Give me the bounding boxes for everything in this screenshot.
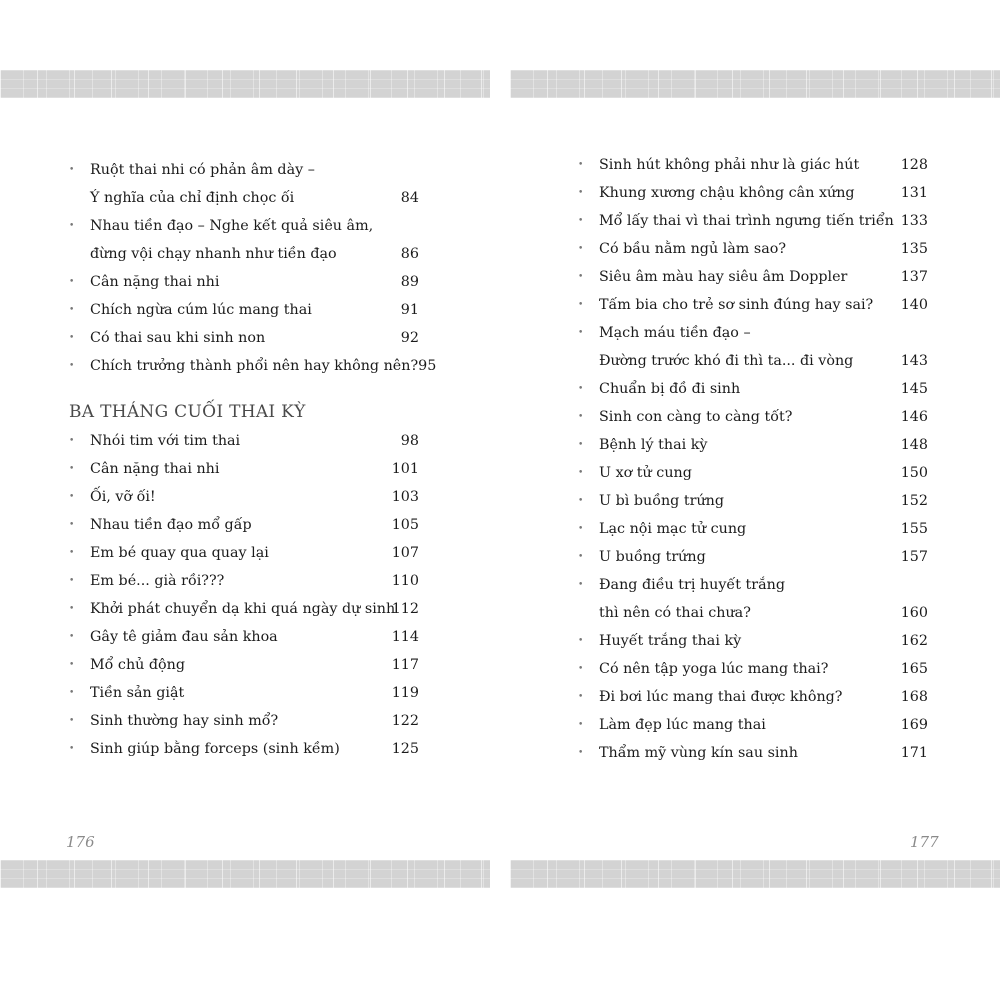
bullet-icon: • [69,660,75,670]
toc-entry [69,651,419,679]
bullet-icon: • [578,328,584,338]
toc-entry-page-number: 143 [900,353,928,369]
toc-entry [578,151,928,179]
toc-entry-page-number: 160 [900,605,928,621]
toc-entry-title-line: U xơ tử cung [599,465,692,481]
page-number: 176 [66,833,95,851]
toc-entry-page-number: 110 [391,573,419,589]
toc-list-section [69,427,419,763]
toc-entry-title [90,707,419,735]
toc-entry [69,595,419,623]
toc-entry [578,571,928,627]
bullet-icon: • [69,305,75,315]
toc-entry-title [90,483,419,511]
toc-entry [69,483,419,511]
toc-entry-page-number: 152 [900,493,928,509]
bullet-icon: • [69,548,75,558]
toc-entry-title-line: U buồng trứng [599,549,706,565]
toc-entry-title-line: Đi bơi lúc mang thai được không? [599,689,843,705]
toc-entry-title-line: Em bé quay qua quay lại [90,545,269,561]
toc-entry [578,711,928,739]
left-page [0,0,490,1000]
toc-entry [69,567,419,595]
toc-entry-title-line: thì nên có thai chưa? [599,605,751,621]
toc-entry [578,319,928,375]
toc-entry-title-line: Sinh thường hay sinh mổ? [90,713,279,729]
bullet-icon: • [578,272,584,282]
toc-entry [69,427,419,455]
bullet-icon: • [578,636,584,646]
toc-entry-title [90,567,419,595]
bullet-icon: • [578,300,584,310]
toc-entry-title-line: Gây tê giảm đau sản khoa [90,629,278,645]
toc-entry-title-line: Khung xương chậu không cân xứng [599,185,855,201]
toc-entry-title-line: Đang điều trị huyết trắng [599,577,785,593]
toc-entry-title-line: đừng vội chạy nhanh như tiền đạo [90,246,337,262]
toc-entry-title [90,324,419,352]
toc-entry-page-number: 150 [900,465,928,481]
toc-entry-title-line: Thẩm mỹ vùng kín sau sinh [599,745,798,761]
bullet-icon: • [578,580,584,590]
toc-entry-title [90,651,419,679]
toc-entry-title-line: Sinh hút không phải như là giác hút [599,157,860,173]
toc-entry-page-number: 125 [391,741,419,757]
bullet-icon: • [69,361,75,371]
toc-entry-title-line: Bệnh lý thai kỳ [599,437,708,453]
bullet-icon: • [578,440,584,450]
toc-entry-title [599,627,928,655]
toc-entry-title [599,235,928,263]
toc-entry-page-number: 145 [900,381,928,397]
toc-entry-title [90,296,419,324]
toc-entry-title-line: Tấm bia cho trẻ sơ sinh đúng hay sai? [599,297,874,313]
toc-entry-title-line: Lạc nội mạc tử cung [599,521,747,537]
toc-entry-page-number: 114 [391,629,419,645]
toc-entry [69,679,419,707]
toc-entry-title-line: Ruột thai nhi có phản âm dày – [90,162,315,178]
toc-entry-title [599,655,928,683]
page-number: 177 [910,833,939,851]
bullet-icon: • [578,748,584,758]
bullet-icon: • [578,664,584,674]
toc-entry-title-line: Siêu âm màu hay siêu âm Doppler [599,269,848,285]
toc-entry-page-number: 171 [900,745,928,761]
toc-entry-title [599,739,928,767]
toc-entry-title-line: Tiền sản giật [90,685,185,701]
bullet-icon: • [69,576,75,586]
toc-entry-title-line: Ý nghĩa của chỉ định chọc ối [90,190,295,206]
bullet-icon: • [69,464,75,474]
toc-entry [69,539,419,567]
toc-entry-title-line: Mạch máu tiền đạo – [599,325,751,341]
bullet-icon: • [69,632,75,642]
toc-entry [69,455,419,483]
toc-entry [69,511,419,539]
toc-entry-page-number: 98 [400,433,419,449]
bullet-icon: • [69,492,75,502]
bullet-icon: • [69,716,75,726]
toc-entry [69,707,419,735]
toc-entry-title-line: Huyết trắng thai kỳ [599,633,742,649]
top-decorative-band [510,70,1000,98]
toc-entry-title [599,431,928,459]
toc-entry [578,263,928,291]
toc-entry-page-number: 122 [391,713,419,729]
toc-entry [578,459,928,487]
toc-entry-page-number: 101 [391,461,419,477]
toc-entry-page-number: 105 [391,517,419,533]
toc-entry-title [90,511,419,539]
bullet-icon: • [578,188,584,198]
toc-entry-page-number: 89 [400,274,419,290]
bullet-icon: • [578,216,584,226]
bottom-decorative-band [510,860,1000,888]
toc-entry-title [90,352,437,380]
toc-entry [69,212,419,268]
toc-entry-page-number: 112 [391,601,419,617]
toc-entry [578,627,928,655]
toc-entry-title-line: Cân nặng thai nhi [90,461,220,477]
toc-entry-title-line: Mổ chủ động [90,657,186,673]
toc-entry-page-number: 84 [400,190,419,206]
toc-entry [578,431,928,459]
toc-entry-title [90,735,419,763]
toc-entry-title [599,543,928,571]
toc-entry-title [90,427,419,455]
toc-entry-title [90,455,419,483]
toc-entry-page-number: 107 [391,545,419,561]
toc-entry [578,487,928,515]
bullet-icon: • [578,552,584,562]
toc-entry-title-line: Có nên tập yoga lúc mang thai? [599,661,829,677]
toc-entry [69,735,419,763]
toc-entry-page-number: 128 [900,157,928,173]
toc-entry-title-line: U bì buồng trứng [599,493,725,509]
bullet-icon: • [69,221,75,231]
toc-entry-page-number: 133 [900,213,928,229]
toc-entry [578,739,928,767]
toc-entry-title-line: Sinh giúp bằng forceps (sinh kềm) [90,741,340,757]
toc-entry-title [599,207,928,235]
toc-entry-title [599,711,928,739]
toc-entry [69,156,419,212]
bullet-icon: • [69,604,75,614]
toc-entry-page-number: 165 [900,661,928,677]
toc-entry-page-number: 86 [400,246,419,262]
toc-entry [69,268,419,296]
toc-entry [578,403,928,431]
toc-entry-title-line: Khởi phát chuyển dạ khi quá ngày dự sinh [90,601,396,617]
toc-entry-page-number: 135 [900,241,928,257]
toc-entry-title [599,319,928,375]
toc-entry-page-number: 146 [900,409,928,425]
toc-entry-title [599,403,928,431]
toc-entry-page-number: 140 [900,297,928,313]
toc-entry-page-number: 103 [391,489,419,505]
toc-entry-page-number: 137 [900,269,928,285]
bullet-icon: • [69,277,75,287]
toc-entry-title-line: Nhau tiền đạo – Nghe kết quả siêu âm, [90,218,374,234]
toc-entry-title-line: Em bé... già rồi??? [90,573,225,589]
toc-entry [69,623,419,651]
toc-entry-page-number: 92 [400,330,419,346]
toc-entry-title-line: Có bầu nằm ngủ làm sao? [599,241,787,257]
toc-entry [69,324,419,352]
bullet-icon: • [578,244,584,254]
toc-entry-title-line: Sinh con càng to càng tốt? [599,409,793,425]
toc-entry-page-number: 119 [391,685,419,701]
toc-entry-title [90,595,419,623]
bullet-icon: • [69,165,75,175]
toc-entry-page-number: 169 [900,717,928,733]
bullet-icon: • [69,436,75,446]
bullet-icon: • [69,333,75,343]
toc-entry-title [90,623,419,651]
toc-entry-title-line: Có thai sau khi sinh non [90,330,266,346]
bullet-icon: • [69,520,75,530]
toc-entry-title-line: Đường trước khó đi thì ta... đi vòng [599,353,854,369]
toc-entry-title-line: Nhau tiền đạo mổ gấp [90,517,252,533]
toc-entry-title [599,683,928,711]
bullet-icon: • [578,384,584,394]
toc-entry-title [90,156,419,212]
toc-entry-page-number: 162 [900,633,928,649]
toc-entry-title-line: Chuẩn bị đồ đi sinh [599,381,741,397]
toc-entry-title [90,212,419,268]
toc-entry-title [599,291,928,319]
toc-entry-page-number: 168 [900,689,928,705]
toc-entry-title-line: Nhói tim với tim thai [90,433,241,449]
toc-entry-title [599,151,928,179]
toc-entry [578,179,928,207]
toc-entry-title [90,268,419,296]
toc-entry-title [599,487,928,515]
bullet-icon: • [69,688,75,698]
toc-entry-title-line: Ối, vỡ ối! [90,489,156,505]
toc-entry-page-number: 148 [900,437,928,453]
toc-entry-title-line: Cân nặng thai nhi [90,274,220,290]
toc-entry-title-line: Làm đẹp lúc mang thai [599,717,766,733]
toc-entry [69,352,437,380]
toc-entry [578,543,928,571]
toc-entry [578,235,928,263]
bottom-decorative-band [0,860,490,888]
toc-entry-title [90,539,419,567]
bullet-icon: • [69,744,75,754]
bullet-icon: • [578,720,584,730]
bullet-icon: • [578,524,584,534]
toc-entry-title [90,679,419,707]
toc-entry-title [599,515,928,543]
toc-entry-title [599,179,928,207]
toc-entry-page-number: 155 [900,521,928,537]
toc-entry [578,655,928,683]
toc-entry-title [599,263,928,291]
bullet-icon: • [578,412,584,422]
toc-entry-title-line: Mổ lấy thai vì thai trình ngưng tiến triển [599,213,894,229]
toc-list [578,151,928,767]
toc-entry-title-line: Chích trưởng thành phổi nên hay không nên?95 [90,358,437,374]
toc-entry-page-number: 157 [900,549,928,565]
right-page [510,0,1000,1000]
bullet-icon: • [578,160,584,170]
bullet-icon: • [578,496,584,506]
toc-entry [69,296,419,324]
toc-entry-page-number: 91 [400,302,419,318]
toc-entry-page-number: 117 [391,657,419,673]
toc-entry [578,207,928,235]
toc-entry-title [599,571,928,627]
toc-entry [578,683,928,711]
toc-entry-title [599,375,928,403]
bullet-icon: • [578,468,584,478]
toc-entry [578,515,928,543]
top-decorative-band [0,70,490,98]
toc-entry-title [599,459,928,487]
section-heading: BA THÁNG CUỐI THAI KỲ [69,402,306,422]
toc-entry-page-number: 131 [900,185,928,201]
toc-entry [578,375,928,403]
toc-list-top [69,156,437,380]
toc-entry-title-line: Chích ngừa cúm lúc mang thai [90,302,312,318]
bullet-icon: • [578,692,584,702]
toc-entry [578,291,928,319]
